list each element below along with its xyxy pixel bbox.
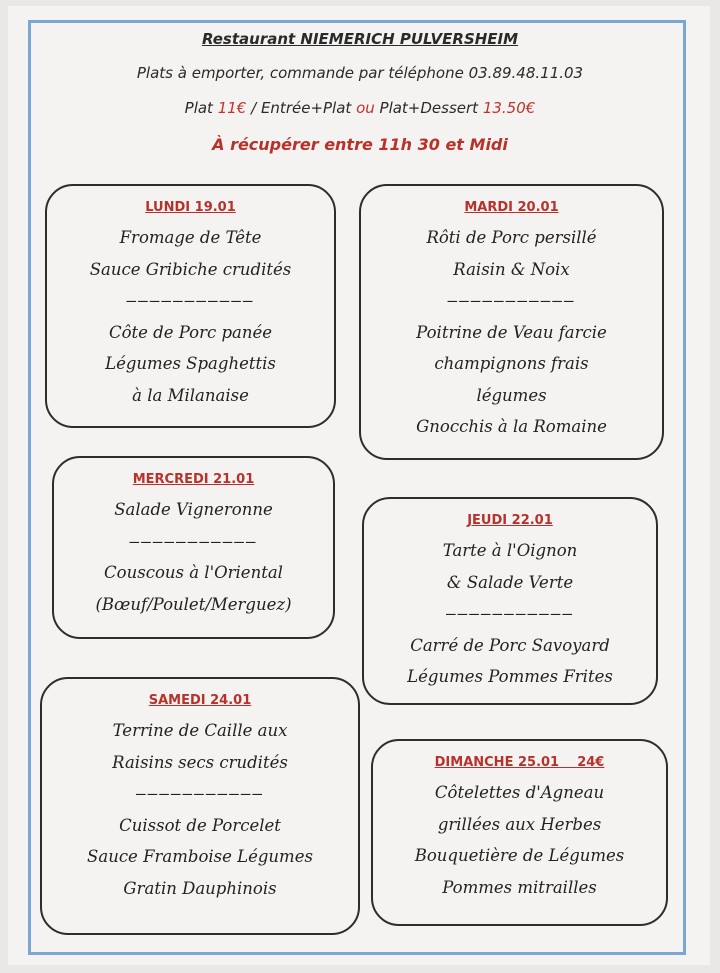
dish-line: Sauce Gribiche crudités [89, 259, 292, 279]
price-entree-plat-label: / Entrée+Plat [246, 99, 357, 117]
restaurant-title: Restaurant NIEMERICH PULVERSHEIM [201, 30, 519, 48]
dish-line: champignons frais [434, 354, 589, 373]
day-title: LUNDI 19.01 [145, 200, 236, 215]
day-card-mardi [359, 184, 664, 460]
dish-line: (Bœuf/Poulet/Merguez) [95, 594, 292, 614]
dish-line: Rôti de Porc persillé [426, 228, 597, 247]
day-card-mercredi [52, 456, 335, 639]
price-plat-dessert-label: Plat+Dessert [374, 99, 483, 117]
dish-line: Bouquetière de Légumes [414, 846, 625, 865]
dish-line: Gratin Dauphinois [123, 878, 277, 898]
day-title: DIMANCHE 25.01 24€ [434, 755, 605, 770]
course-separator: ——————————— [126, 291, 255, 310]
dish-line: Raisins secs crudités [112, 752, 288, 772]
day-title: MERCREDI 21.01 [132, 472, 255, 487]
course-separator: ——————————— [129, 531, 258, 551]
dish-line: Sauce Framboise Légumes [87, 847, 313, 866]
dish-line: Gnocchis à la Romaine [416, 417, 607, 436]
day-card-dimanche [371, 739, 668, 926]
takeaway-phone-line: Plats à emporter, commande par téléphone 03.89.48.11.03 [136, 64, 584, 82]
price-plat-label: Plat [184, 99, 218, 117]
dish-line: Cuissot de Porcelet [119, 815, 281, 835]
dish-line: Côte de Porc panée [108, 322, 273, 342]
dish-line: Carré de Porc Savoyard [410, 635, 610, 655]
day-title: MARDI 20.01 [464, 200, 559, 215]
day-title: SAMEDI 24.01 [148, 693, 252, 708]
dish-line: & Salade Verte [446, 572, 574, 592]
dish-line: Fromage de Tête [119, 228, 262, 247]
dish-line: Légumes Spaghettis [105, 354, 276, 373]
dish-line: Poitrine de Veau farcie [416, 322, 607, 342]
pickup-time-line: À récupérer entre 11h 30 et Midi [212, 135, 508, 154]
dish-line: Pommes mitrailles [442, 877, 597, 897]
dish-line: grillées aux Herbes [437, 814, 602, 834]
dish-line: Côtelettes d'Agneau [434, 783, 605, 802]
dish-line: Salade Vigneronne [114, 500, 273, 519]
day-title: JEUDI 22.01 [467, 513, 553, 528]
dish-line: Légumes Pommes Frites [407, 667, 613, 686]
dish-line: à la Milanaise [132, 385, 249, 405]
price-line [0, 99, 720, 117]
price-combo-value: 13.50€ [482, 99, 536, 117]
price-or-word: ou [356, 99, 375, 117]
course-separator: ——————————— [447, 291, 576, 310]
day-card-jeudi [362, 497, 658, 705]
course-separator: ——————————— [446, 604, 574, 623]
day-card-samedi [40, 677, 360, 935]
dish-line: Tarte à l'Oignon [442, 541, 578, 560]
dish-line: Terrine de Caille aux [112, 721, 288, 740]
price-plat-value: 11€ [217, 99, 247, 117]
dish-line: légumes [476, 385, 547, 405]
dish-line: Couscous à l'Oriental [104, 563, 283, 582]
dish-line: Raisin & Noix [453, 259, 570, 279]
course-separator: ——————————— [136, 784, 264, 803]
day-card-lundi [45, 184, 336, 428]
